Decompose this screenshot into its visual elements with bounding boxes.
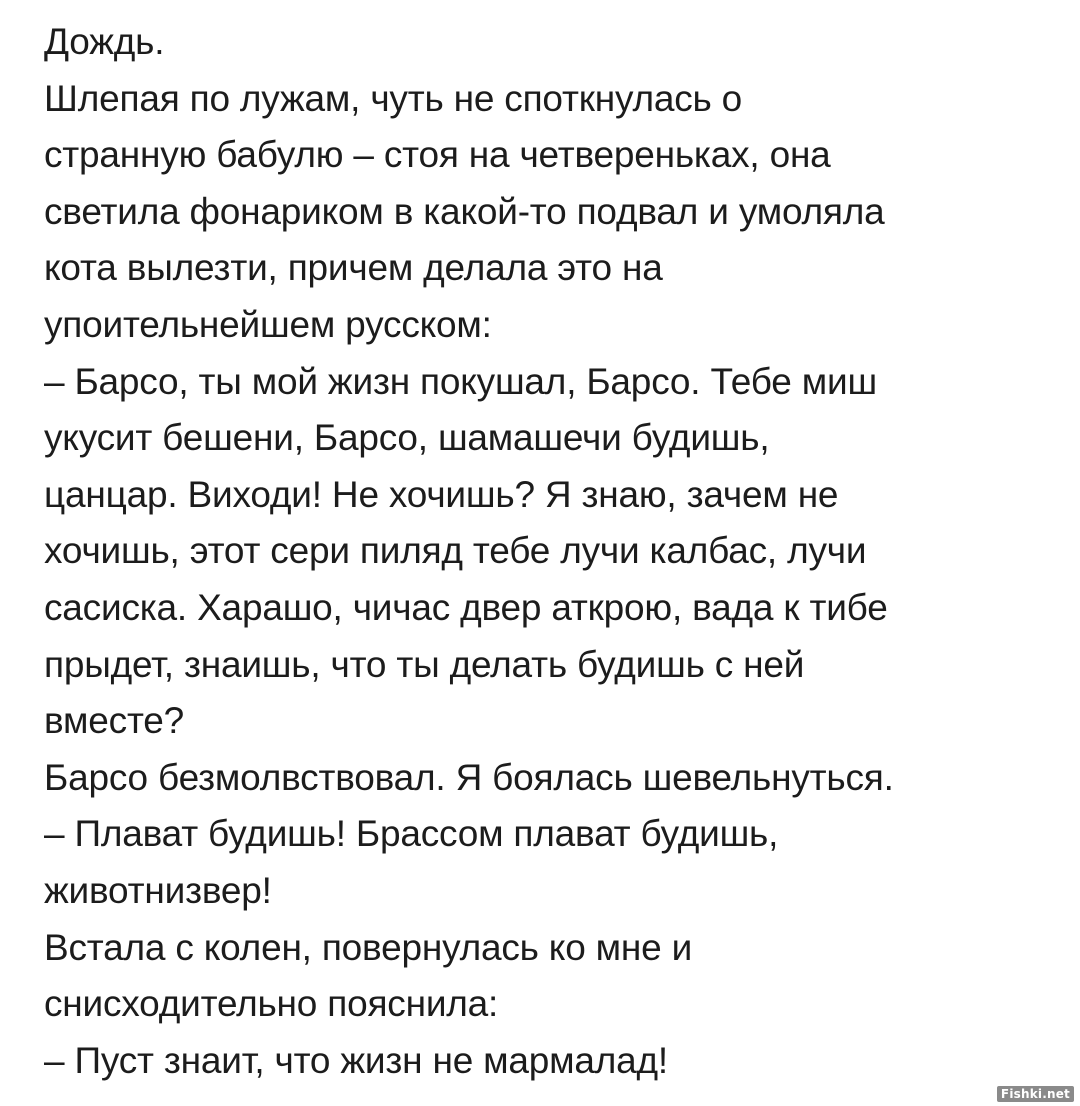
story-line: упоительнейшем русском: (44, 303, 492, 345)
story-line: Барсо безмолвствовал. Я боялась шевельнуться. (44, 756, 894, 798)
story-line: – Плават будишь! Брассом плават будишь, (44, 813, 779, 855)
story-line: животнизвер! (44, 869, 272, 911)
story-line: снисходительно пояснила: (44, 983, 499, 1025)
story-text (44, 14, 1064, 1089)
story-line: странную бабулю – стоя на четвереньках, она (44, 134, 831, 176)
story-line: прыдет, знаишь, что ты делать будишь с ней (44, 643, 805, 685)
story-line: кота вылезти, причем делала это на (44, 247, 663, 289)
story-line: – Барсо, ты мой жизн покушал, Барсо. Тебе миш (44, 360, 877, 402)
story-line: хочишь, этот сери пиляд тебе лучи калбас, лучи (44, 530, 867, 572)
story-title: Дождь. (44, 21, 165, 62)
story-line: цанцар. Виходи! Не хочишь? Я знаю, зачем не (44, 473, 839, 515)
site-watermark: Fishki.net (997, 1086, 1074, 1102)
story-line: светила фонариком в какой-то подвал и умоляла (44, 190, 885, 232)
story-line: укусит бешени, Барсо, шамашечи будишь, (44, 417, 770, 459)
story-line: Шлепая по лужам, чуть не споткнулась о (44, 77, 743, 119)
story-line: вместе? (44, 700, 185, 742)
story-line: сасиска. Харашо, чичас двер аткрою, вада к тибе (44, 586, 888, 628)
story-line: – Пуст знаит, что жизн не мармалад! (44, 1039, 669, 1081)
story-line: Встала с колен, повернулась ко мне и (44, 926, 693, 968)
